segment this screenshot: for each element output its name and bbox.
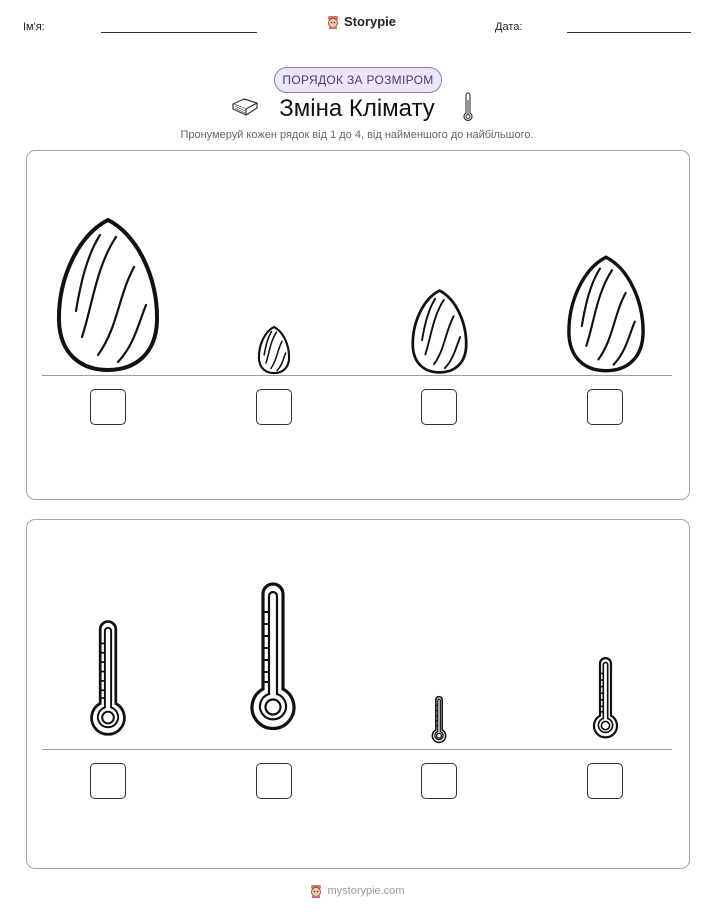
date-label: Дата:	[495, 21, 523, 33]
answer-box[interactable]	[256, 389, 292, 425]
page-title: Зміна Клімату	[279, 95, 435, 122]
thermometer-icon	[462, 92, 474, 122]
category-badge: ПОРЯДОК ЗА РОЗМІРОМ	[274, 67, 442, 93]
thermometer-illustration	[430, 696, 448, 748]
answer-box[interactable]	[587, 389, 623, 425]
answer-box[interactable]	[421, 389, 457, 425]
thermometer-illustration	[590, 657, 621, 747]
answer-box[interactable]	[587, 763, 623, 799]
name-field[interactable]	[101, 32, 257, 33]
footer	[0, 884, 714, 898]
answer-box[interactable]	[256, 763, 292, 799]
date-field[interactable]	[567, 32, 691, 33]
brand-name: Storypie	[344, 14, 397, 29]
brand-logo	[326, 14, 396, 29]
answer-box[interactable]	[90, 389, 126, 425]
seed-illustration	[411, 289, 468, 374]
seed-illustration	[56, 217, 160, 373]
answer-box[interactable]	[90, 763, 126, 799]
answer-box[interactable]	[421, 763, 457, 799]
baseline	[42, 749, 672, 750]
thermometer-illustration	[244, 582, 302, 746]
storypie-mascot-icon	[326, 15, 340, 29]
instructions: Пронумеруй кожен рядок від 1 до 4, від найменшого до найбільшого.	[180, 129, 534, 141]
thermometer-illustration	[85, 620, 131, 748]
name-label: Ім'я:	[23, 21, 45, 33]
seed-illustration	[258, 326, 290, 374]
footer-link[interactable]: mystorypie.com	[327, 885, 405, 897]
storypie-mascot-icon	[309, 884, 323, 898]
baseline	[42, 375, 672, 376]
seed-illustration	[566, 255, 646, 373]
